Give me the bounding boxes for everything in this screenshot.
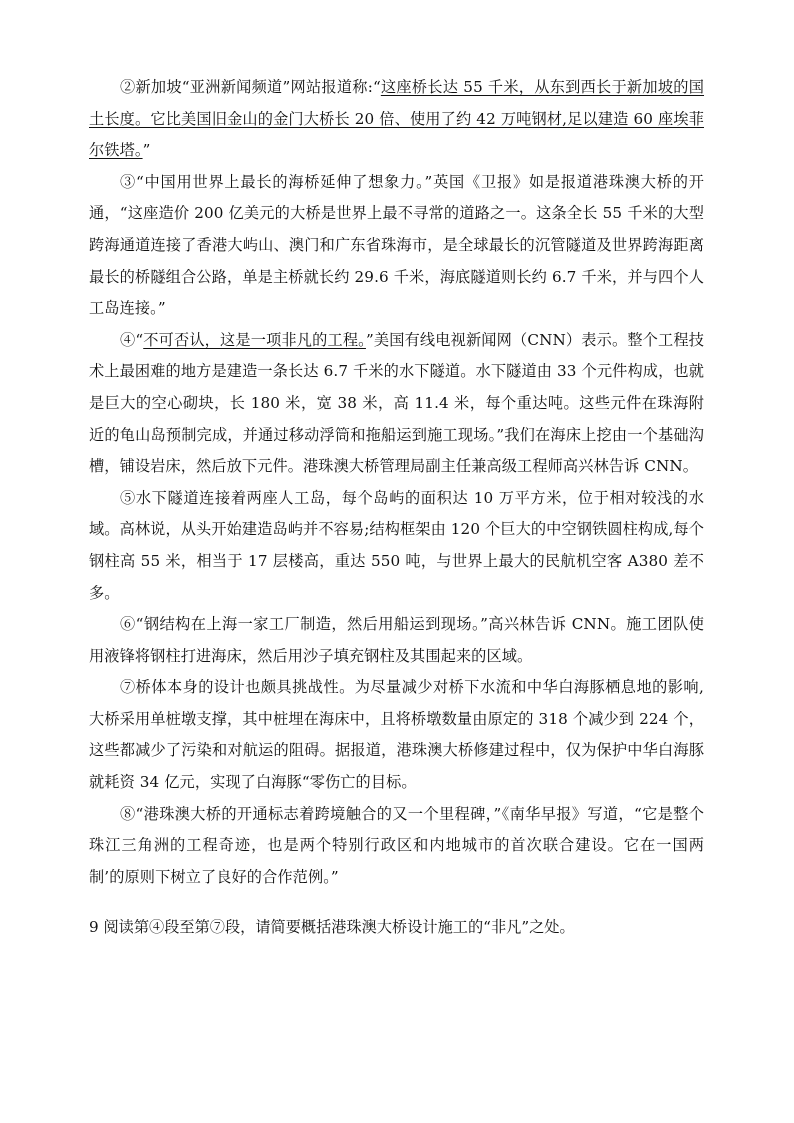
p4-text-2: ”美国有线电视新闻网（CNN）表示。整个工程技术上最困难的地方是建造一条长达 6.7 千米的水下隧道。水下隧道由 33 个元件构成，也就是巨大的空心砌块，长 180 米，宽 38 米，高 11.4 米，每个重达吨。这些元件在珠海附近的龟山岛预制完成，并通过移动浮筒和拖船运到施工现场。”我们在海床上挖由一个基础沟槽，铺设岩床，然后放下元件。港珠澳大桥管理局副主任兼高级工程师高兴林告诉 CNN。 — [89, 330, 705, 476]
p3-text: ③“中国用世界上最长的海桥延伸了想象力。”英国《卫报》如是报道港珠澳大桥的开通，“这座造价 200 亿美元的大桥是世界上最不寻常的道路之一。这条全长 55 千米的大型跨海通道连接了香港大屿山、澳门和广东省珠海市，是全球最长的沉管隧道及世界跨海距离最长的桥隧组合公路，单是主桥就长约 29.6 千米，海底隧道则长约 6.7 千米，并与四个人工岛连接。” — [89, 172, 704, 318]
paragraph-4 — [89, 325, 704, 483]
p7-text: ⑦桥体本身的设计也颇具挑战性。为尽量减少对桥下水流和中华白海豚栖息地的影响,大桥采用单桩墩支撑，其中桩埋在海床中，且将桥墩数量由原定的 318 个减少到 224 个，这些都减少了污染和对航运的阻碍。据报道，港珠澳大桥修建过程中，仅为保护中华白海豚就耗资 34 亿元，实现了白海豚“零伤亡的目标。 — [89, 678, 704, 792]
p2-text-1: ②新加坡“亚洲新闻频道”网站报道称:“ — [120, 78, 381, 96]
p4-text-1: ④“ — [120, 330, 144, 349]
paragraph-6 — [89, 609, 704, 672]
paragraph-3 — [89, 167, 704, 325]
paragraph-5 — [89, 483, 704, 609]
p4-underlined-quote: 不可否认，这是一项非凡的工程。 — [143, 330, 366, 349]
question-9: 9 阅读第④段至第⑦段，请简要概括港珠澳大桥设计施工的“非凡”之处。 — [89, 918, 575, 936]
p5-text: ⑤水下隧道连接着两座人工岛，每个岛屿的面积达 10 万平方米，位于相对较浅的水域。高林说，从头开始建造岛屿并不容易;结构框架由 120 个巨大的中空钢铁圆柱构成,每个钢柱高 55 米，相当于 17 层楼高，重达 550 吨，与世界上最大的民航机空客 A380 差不多。 — [89, 488, 704, 602]
paragraph-2 — [89, 72, 704, 167]
p8-text: ⑧“港珠澳大桥的开通标志着跨境触合的又一个里程碑，”《南华早报》写道，“它是整个珠江三角洲的工程奇迹，也是两个特别行政区和内地城市的首次联合建设。它在一国两制’的原则下树立了良好的合作范例。” — [89, 804, 704, 886]
article-body — [89, 72, 704, 893]
p2-underlined-quote: 这座桥长达 55 千米，从东到西长于新加坡的国土长度。它比美国旧金山的金门大桥长 20 倍、使用了约 42 万吨钢材,足以建造 60 座埃菲尔铁塔。 — [89, 78, 705, 160]
p6-text: ⑥“钢结构在上海一家工厂制造，然后用船运到现场。”高兴林告诉 CNN。施工团队使用液锋将钢柱打进海床，然后用沙子填充钢柱及其围起来的区域。 — [89, 615, 704, 665]
paragraph-7 — [89, 672, 704, 798]
paragraph-8 — [89, 799, 704, 894]
p2-text-2: ” — [142, 141, 151, 160]
